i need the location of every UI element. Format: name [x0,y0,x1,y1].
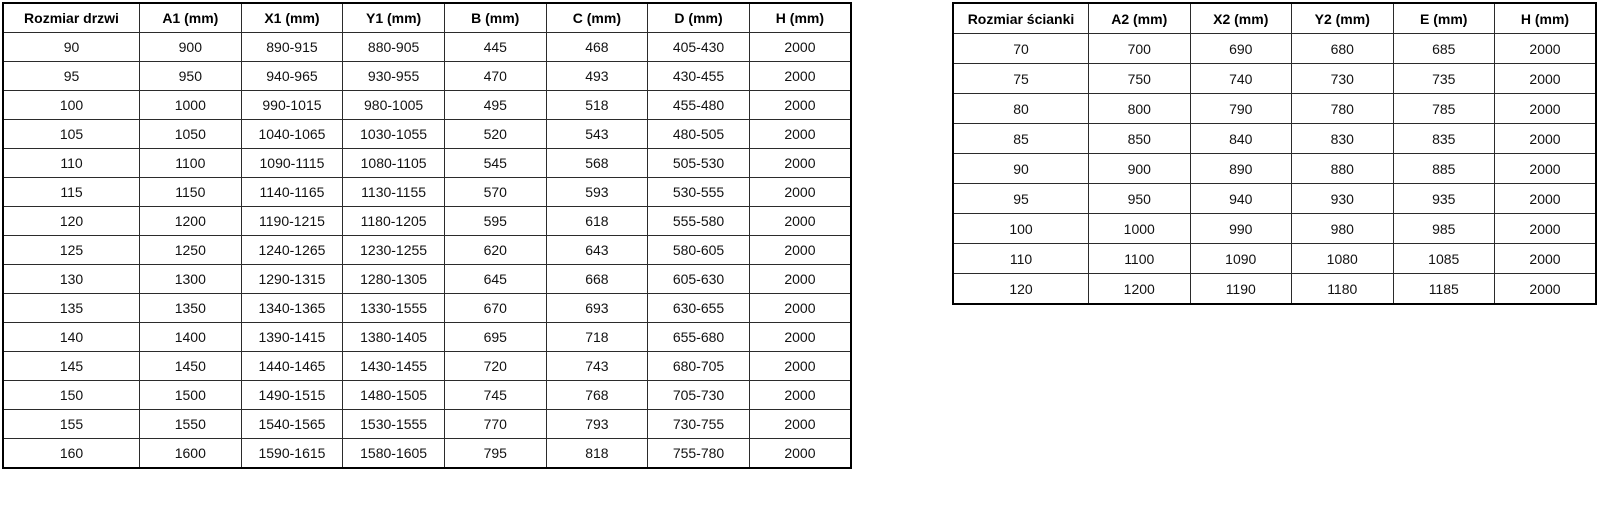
data-cell: 2000 [749,62,851,91]
data-cell: 1190-1215 [241,207,343,236]
data-cell: 80 [953,94,1089,124]
data-cell: 2000 [749,33,851,62]
data-cell: 470 [444,62,546,91]
table-row [3,33,851,62]
data-cell: 140 [3,323,140,352]
data-cell: 940 [1190,184,1292,214]
data-cell: 890-915 [241,33,343,62]
table-row [3,265,851,294]
data-cell: 1500 [140,381,242,410]
table-row [3,439,851,469]
data-cell: 2000 [1495,94,1597,124]
data-cell: 705-730 [648,381,750,410]
data-cell: 2000 [1495,274,1597,305]
data-cell: 95 [3,62,140,91]
column-header: X2 (mm) [1190,3,1292,34]
data-cell: 1080 [1292,244,1394,274]
data-cell: 1390-1415 [241,323,343,352]
table-row [3,207,851,236]
column-header: H (mm) [749,3,851,33]
data-cell: 755-780 [648,439,750,469]
data-cell: 2000 [749,120,851,149]
data-cell: 850 [1089,124,1191,154]
data-cell: 1480-1505 [343,381,445,410]
data-cell: 445 [444,33,546,62]
table-row [3,410,851,439]
data-cell: 830 [1292,124,1394,154]
data-cell: 1100 [140,149,242,178]
data-cell: 530-555 [648,178,750,207]
data-cell: 120 [953,274,1089,305]
data-cell: 595 [444,207,546,236]
data-cell: 1440-1465 [241,352,343,381]
data-cell: 835 [1393,124,1495,154]
data-cell: 950 [1089,184,1191,214]
data-cell: 795 [444,439,546,469]
data-cell: 100 [3,91,140,120]
data-cell: 1090-1115 [241,149,343,178]
data-cell: 793 [546,410,648,439]
data-cell: 693 [546,294,648,323]
data-cell: 900 [1089,154,1191,184]
data-cell: 2000 [749,91,851,120]
data-cell: 543 [546,120,648,149]
data-cell: 520 [444,120,546,149]
data-cell: 695 [444,323,546,352]
data-cell: 2000 [749,236,851,265]
data-cell: 2000 [1495,34,1597,64]
data-cell: 2000 [1495,184,1597,214]
data-cell: 980-1005 [343,91,445,120]
table-row [953,274,1596,305]
table-row [3,323,851,352]
table-row [953,244,1596,274]
data-cell: 75 [953,64,1089,94]
table-row [3,236,851,265]
column-header: B (mm) [444,3,546,33]
data-cell: 990 [1190,214,1292,244]
data-cell: 1140-1165 [241,178,343,207]
data-cell: 745 [444,381,546,410]
data-cell: 495 [444,91,546,120]
column-header: X1 (mm) [241,3,343,33]
data-cell: 1000 [1089,214,1191,244]
data-cell: 1230-1255 [343,236,445,265]
data-cell: 643 [546,236,648,265]
data-cell: 115 [3,178,140,207]
data-cell: 105 [3,120,140,149]
data-cell: 95 [953,184,1089,214]
data-cell: 1150 [140,178,242,207]
data-cell: 690 [1190,34,1292,64]
data-cell: 1290-1315 [241,265,343,294]
table-row [3,91,851,120]
data-cell: 130 [3,265,140,294]
data-cell: 2000 [749,410,851,439]
data-cell: 780 [1292,94,1394,124]
data-cell: 1085 [1393,244,1495,274]
data-cell: 1450 [140,352,242,381]
data-cell: 160 [3,439,140,469]
column-header: E (mm) [1393,3,1495,34]
data-cell: 1240-1265 [241,236,343,265]
data-cell: 85 [953,124,1089,154]
column-header: Y1 (mm) [343,3,445,33]
data-cell: 570 [444,178,546,207]
data-cell: 1300 [140,265,242,294]
data-cell: 1530-1555 [343,410,445,439]
data-cell: 1330-1555 [343,294,445,323]
data-cell: 90 [953,154,1089,184]
data-cell: 1000 [140,91,242,120]
column-header: D (mm) [648,3,750,33]
door-sizes-table [2,2,852,469]
column-header: Y2 (mm) [1292,3,1394,34]
data-cell: 1190 [1190,274,1292,305]
data-cell: 1090 [1190,244,1292,274]
column-header: C (mm) [546,3,648,33]
data-cell: 70 [953,34,1089,64]
data-cell: 405-430 [648,33,750,62]
data-cell: 880 [1292,154,1394,184]
data-cell: 700 [1089,34,1191,64]
data-cell: 840 [1190,124,1292,154]
data-cell: 568 [546,149,648,178]
data-cell: 645 [444,265,546,294]
data-cell: 2000 [749,439,851,469]
column-header: Rozmiar ścianki [953,3,1089,34]
data-cell: 718 [546,323,648,352]
column-header: A1 (mm) [140,3,242,33]
table-row [3,294,851,323]
data-cell: 985 [1393,214,1495,244]
data-cell: 800 [1089,94,1191,124]
data-cell: 655-680 [648,323,750,352]
data-cell: 630-655 [648,294,750,323]
data-cell: 885 [1393,154,1495,184]
data-cell: 110 [3,149,140,178]
column-header: Rozmiar drzwi [3,3,140,33]
data-cell: 750 [1089,64,1191,94]
data-cell: 493 [546,62,648,91]
data-cell: 1100 [1089,244,1191,274]
data-cell: 880-905 [343,33,445,62]
table-row [953,34,1596,64]
data-cell: 785 [1393,94,1495,124]
data-cell: 580-605 [648,236,750,265]
column-header: A2 (mm) [1089,3,1191,34]
data-cell: 743 [546,352,648,381]
data-cell: 930 [1292,184,1394,214]
data-cell: 135 [3,294,140,323]
data-cell: 1050 [140,120,242,149]
data-cell: 2000 [749,381,851,410]
data-cell: 1580-1605 [343,439,445,469]
data-cell: 790 [1190,94,1292,124]
data-cell: 930-955 [343,62,445,91]
data-cell: 1180-1205 [343,207,445,236]
data-cell: 740 [1190,64,1292,94]
data-cell: 1540-1565 [241,410,343,439]
column-header: H (mm) [1495,3,1597,34]
data-cell: 935 [1393,184,1495,214]
data-cell: 145 [3,352,140,381]
data-cell: 2000 [749,207,851,236]
header-row [3,3,851,33]
data-cell: 1430-1455 [343,352,445,381]
data-cell: 100 [953,214,1089,244]
data-cell: 1590-1615 [241,439,343,469]
data-cell: 1380-1405 [343,323,445,352]
data-cell: 2000 [749,178,851,207]
data-cell: 2000 [1495,154,1597,184]
data-cell: 1130-1155 [343,178,445,207]
table-row [3,352,851,381]
data-cell: 120 [3,207,140,236]
table-row [3,149,851,178]
data-cell: 430-455 [648,62,750,91]
data-cell: 1550 [140,410,242,439]
data-cell: 125 [3,236,140,265]
data-cell: 990-1015 [241,91,343,120]
data-cell: 2000 [749,352,851,381]
data-cell: 505-530 [648,149,750,178]
table-row [953,154,1596,184]
data-cell: 980 [1292,214,1394,244]
data-cell: 150 [3,381,140,410]
data-cell: 1490-1515 [241,381,343,410]
data-cell: 670 [444,294,546,323]
data-cell: 2000 [1495,214,1597,244]
data-cell: 620 [444,236,546,265]
data-cell: 2000 [749,323,851,352]
data-cell: 1180 [1292,274,1394,305]
table-row [3,62,851,91]
data-cell: 1600 [140,439,242,469]
data-cell: 2000 [1495,244,1597,274]
data-cell: 1280-1305 [343,265,445,294]
table-row [3,120,851,149]
data-cell: 468 [546,33,648,62]
data-cell: 730 [1292,64,1394,94]
data-cell: 455-480 [648,91,750,120]
data-cell: 1350 [140,294,242,323]
data-cell: 1080-1105 [343,149,445,178]
data-cell: 2000 [749,149,851,178]
data-cell: 685 [1393,34,1495,64]
data-cell: 605-630 [648,265,750,294]
data-cell: 1185 [1393,274,1495,305]
data-cell: 155 [3,410,140,439]
data-cell: 110 [953,244,1089,274]
data-cell: 2000 [1495,124,1597,154]
data-cell: 890 [1190,154,1292,184]
data-cell: 668 [546,265,648,294]
data-cell: 768 [546,381,648,410]
data-cell: 680 [1292,34,1394,64]
data-cell: 900 [140,33,242,62]
data-cell: 1340-1365 [241,294,343,323]
data-cell: 1040-1065 [241,120,343,149]
data-cell: 1250 [140,236,242,265]
data-cell: 2000 [749,294,851,323]
data-cell: 770 [444,410,546,439]
header-row [953,3,1596,34]
table-row [953,214,1596,244]
data-cell: 545 [444,149,546,178]
data-cell: 730-755 [648,410,750,439]
table-row [953,94,1596,124]
data-cell: 1030-1055 [343,120,445,149]
data-cell: 818 [546,439,648,469]
data-cell: 2000 [749,265,851,294]
data-cell: 2000 [1495,64,1597,94]
data-cell: 1200 [140,207,242,236]
data-cell: 680-705 [648,352,750,381]
data-cell: 940-965 [241,62,343,91]
data-cell: 735 [1393,64,1495,94]
data-cell: 618 [546,207,648,236]
table-row [953,184,1596,214]
table-row [953,124,1596,154]
table-row [3,381,851,410]
data-cell: 720 [444,352,546,381]
data-cell: 1400 [140,323,242,352]
data-cell: 480-505 [648,120,750,149]
data-cell: 950 [140,62,242,91]
data-cell: 1200 [1089,274,1191,305]
wall-sizes-table [952,2,1597,305]
data-cell: 555-580 [648,207,750,236]
data-cell: 518 [546,91,648,120]
data-cell: 90 [3,33,140,62]
table-row [953,64,1596,94]
data-cell: 593 [546,178,648,207]
table-row [3,178,851,207]
